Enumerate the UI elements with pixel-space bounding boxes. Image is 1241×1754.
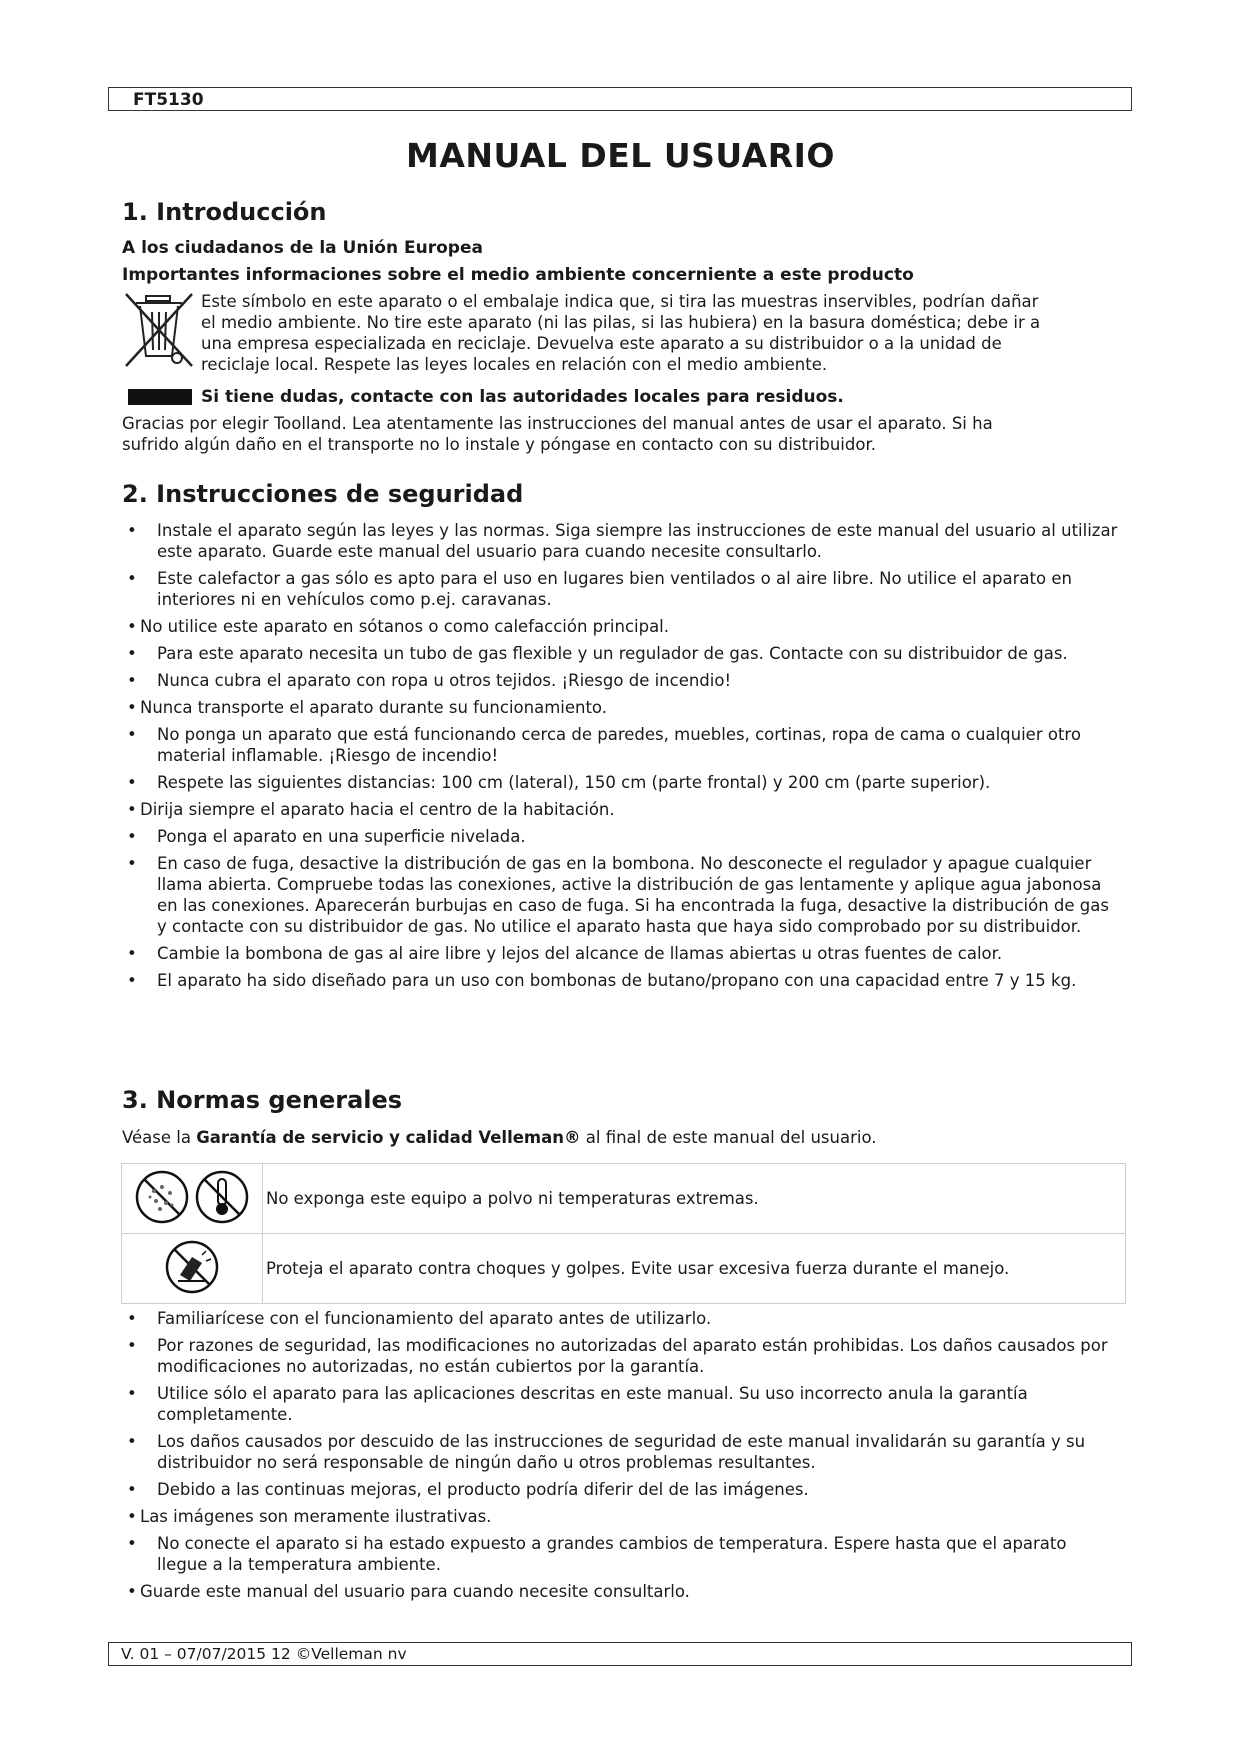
- no-shock-icon: [162, 1237, 222, 1297]
- warranty-reference: [122, 1127, 877, 1148]
- list-item: • No ponga un aparato que está funcionando cerca de paredes, muebles, cortinas, ropa de cama o cualquier otro material inflamable. ¡Riesgo de incendio!: [122, 724, 1122, 766]
- table-text-cell: Proteja el aparato contra choques y golpes. Evite usar excesiva fuerza durante el manejo.: [263, 1234, 1126, 1304]
- list-item: • Los daños causados por descuido de las instrucciones de seguridad de este manual invalidarán su garantía y su distribuidor no será responsable de ningún daño u otros problemas resultantes.: [122, 1431, 1122, 1473]
- list-item: • El aparato ha sido diseñado para un uso con bombonas de butano/propano con una capacidad entre 7 y 15 kg.: [122, 970, 1122, 991]
- weee-line-1: Este símbolo en este aparato o el embalaje indica que, si tira las muestras inservibles, podrían dañar: [201, 292, 1039, 311]
- warning-icons-table: [121, 1163, 1126, 1304]
- eu-citizens-heading: A los ciudadanos de la Unión Europea: [122, 238, 483, 258]
- safety-heading: 2. Instrucciones de seguridad: [122, 480, 524, 508]
- list-item: • Por razones de seguridad, las modificaciones no autorizadas del aparato están prohibidas. Los daños causados por modificaciones no autorizadas, no están cubiertos por la garantía.: [122, 1335, 1122, 1377]
- list-item: • Familiarícese con el funcionamiento del aparato antes de utilizarlo.: [122, 1308, 1122, 1329]
- model-number: FT5130: [133, 90, 204, 110]
- header-box: [108, 87, 1132, 111]
- list-item: • Dirija siempre el aparato hacia el centro de la habitación.: [122, 799, 1122, 820]
- list-item: • Cambie la bombona de gas al aire libre y lejos del alcance de llamas abiertas u otras fuentes de calor.: [122, 943, 1122, 964]
- weee-line-2: el medio ambiente. No tire este aparato (ni las pilas, si las hubiera) en la basura doméstica; debe ir a: [201, 313, 1041, 332]
- list-item: • En caso de fuga, desactive la distribución de gas en la bombona. No desconecte el regulador y apague cualquier llama abierta. Compruebe todas las conexiones, active la distribución de gas lentamente y aplique agua jabonosa en las conexiones. Aparecerán burbujas en caso de fuga. Si ha encontrada la fuga, desactive la distribución de gas y contacte con su distribuidor de gas. No utilice el aparato hasta que haya sido comprobado por su distribuidor.: [122, 853, 1122, 937]
- list-item: • Este calefactor a gas sólo es apto para el uso en lugares bien ventilados o al aire libre. No utilice el aparato en interiores ni en vehículos como p.ej. caravanas.: [122, 568, 1122, 610]
- table-row: [122, 1164, 1126, 1234]
- icon-cell: [122, 1234, 263, 1304]
- list-item: • Debido a las continuas mejoras, el producto podría diferir del de las imágenes.: [122, 1479, 1122, 1500]
- general-list: [122, 1308, 1122, 1608]
- list-item: • No utilice este aparato en sótanos o como calefacción principal.: [122, 616, 1122, 637]
- footer-box: [108, 1642, 1132, 1666]
- env-info-heading: Importantes informaciones sobre el medio ambiente concerniente a este producto: [122, 265, 914, 285]
- list-item: • Nunca transporte el aparato durante su funcionamiento.: [122, 697, 1122, 718]
- page-title: MANUAL DEL USUARIO: [406, 136, 835, 175]
- table-text-cell: No exponga este equipo a polvo ni temperaturas extremas.: [263, 1164, 1126, 1234]
- list-item: • Nunca cubra el aparato con ropa u otros tejidos. ¡Riesgo de incendio!: [122, 670, 1122, 691]
- table-row: [122, 1234, 1126, 1304]
- safety-list: [122, 520, 1122, 997]
- list-item: • Las imágenes son meramente ilustrativas.: [122, 1506, 1122, 1527]
- list-item: • No conecte el aparato si ha estado expuesto a grandes cambios de temperatura. Espere hasta que el aparato llegue a la temperatura ambiente.: [122, 1533, 1122, 1575]
- list-item: • Respete las siguientes distancias: 100 cm (lateral), 150 cm (parte frontal) y 200 cm (parte superior).: [122, 772, 1122, 793]
- thanks-line-2: sufrido algún daño en el transporte no lo instale y póngase en contacto con su distribuidor.: [122, 435, 876, 454]
- weee-line-4: reciclaje local. Respete las leyes locales en relación con el medio ambiente.: [201, 355, 828, 374]
- general-heading: 3. Normas generales: [122, 1086, 403, 1114]
- list-item: • Utilice sólo el aparato para las aplicaciones descritas en este manual. Su uso incorrecto anula la garantía completamente.: [122, 1383, 1122, 1425]
- icon-cell: [122, 1164, 263, 1234]
- black-bar: [128, 389, 192, 405]
- warranty-suffix: al final de este manual del usuario.: [580, 1128, 877, 1147]
- list-item: • Para este aparato necesita un tubo de gas flexible y un regulador de gas. Contacte con su distribuidor de gas.: [122, 643, 1122, 664]
- list-item: • Instale el aparato según las leyes y las normas. Siga siempre las instrucciones de este manual del usuario al utilizar este aparato. Guarde este manual del usuario para cuando necesite consultarlo.: [122, 520, 1122, 562]
- weee-crossed-bin-icon: [122, 290, 196, 370]
- intro-heading: 1. Introducción: [122, 198, 327, 226]
- warranty-title: Garantía de servicio y calidad Velleman®: [196, 1128, 581, 1147]
- list-item: • Ponga el aparato en una superficie nivelada.: [122, 826, 1122, 847]
- list-item: • Guarde este manual del usuario para cuando necesite consultarlo.: [122, 1581, 1122, 1602]
- doubts-line: Si tiene dudas, contacte con las autoridades locales para residuos.: [201, 387, 844, 407]
- thanks-line-1: Gracias por elegir Toolland. Lea atentamente las instrucciones del manual antes de usar el aparato. Si ha: [122, 414, 993, 433]
- warranty-prefix: Véase la: [122, 1128, 197, 1147]
- no-dust-icon: [132, 1167, 252, 1227]
- footer-text: V. 01 – 07/07/2015 12 ©Velleman nv: [121, 1645, 407, 1663]
- weee-line-3: una empresa especializada en reciclaje. Devuelva este aparato a su distribuidor o a la unidad de: [201, 334, 1002, 353]
